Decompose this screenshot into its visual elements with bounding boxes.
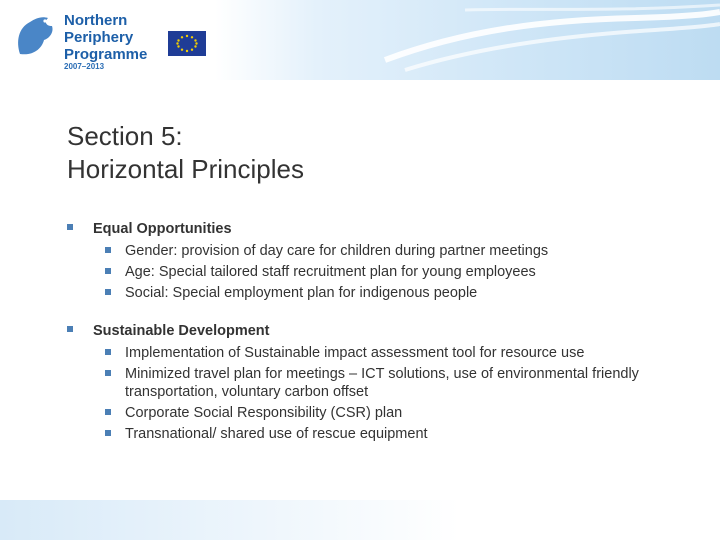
- list-item: [93, 425, 667, 443]
- square-bullet-icon: [105, 409, 111, 415]
- footer-wave-decoration: [0, 500, 460, 540]
- section-sustainable-development: [67, 321, 667, 443]
- header: [0, 0, 720, 80]
- bird-logo-icon: [12, 12, 60, 60]
- square-bullet-icon: [105, 268, 111, 274]
- square-bullet-icon: [105, 289, 111, 295]
- square-bullet-icon: [105, 370, 111, 376]
- list-item-text: Age: Special tailored staff recruitment plan for young employees: [125, 264, 536, 280]
- list-item: [93, 404, 667, 422]
- slide-content: [67, 219, 667, 443]
- title-line-2: Horizontal Principles: [67, 154, 304, 184]
- list-item: [93, 365, 667, 401]
- square-bullet-icon: [67, 224, 73, 230]
- list-item-text: Social: Special employment plan for indigenous people: [125, 285, 478, 301]
- logo-text-northern: Northern: [64, 12, 128, 29]
- square-bullet-icon: [67, 326, 73, 332]
- title-line-1: Section 5:: [67, 121, 183, 151]
- square-bullet-icon: [105, 430, 111, 436]
- logo-text-programme: Programme: [64, 46, 148, 63]
- square-bullet-icon: [105, 247, 111, 253]
- logo-text-periphery: Periphery: [64, 29, 134, 46]
- list-item-text: Minimized travel plan for meetings – ICT solutions, use of environmental friendly transportation, voluntary carbon offset: [125, 366, 639, 400]
- header-wave-banner: [215, 0, 720, 80]
- section-equal-opportunities: [67, 219, 667, 302]
- list-item-text: Transnational/ shared use of rescue equipment: [125, 426, 428, 442]
- slide-title: [67, 120, 304, 186]
- section-label: Equal Opportunities: [93, 221, 232, 237]
- square-bullet-icon: [105, 349, 111, 355]
- section-label: Sustainable Development: [93, 323, 270, 339]
- list-item: [93, 263, 667, 281]
- list-item: [93, 284, 667, 302]
- wave-decoration-icon: [215, 0, 720, 80]
- list-item-text: Corporate Social Responsibility (CSR) plan: [125, 405, 403, 421]
- list-item-text: Gender: provision of day care for children during partner meetings: [125, 243, 549, 259]
- logo-years: 2007–2013: [64, 62, 105, 71]
- eu-flag-icon: [168, 31, 206, 56]
- list-item: [93, 242, 667, 260]
- list-item: [93, 344, 667, 362]
- list-item-text: Implementation of Sustainable impact assessment tool for resource use: [125, 345, 585, 361]
